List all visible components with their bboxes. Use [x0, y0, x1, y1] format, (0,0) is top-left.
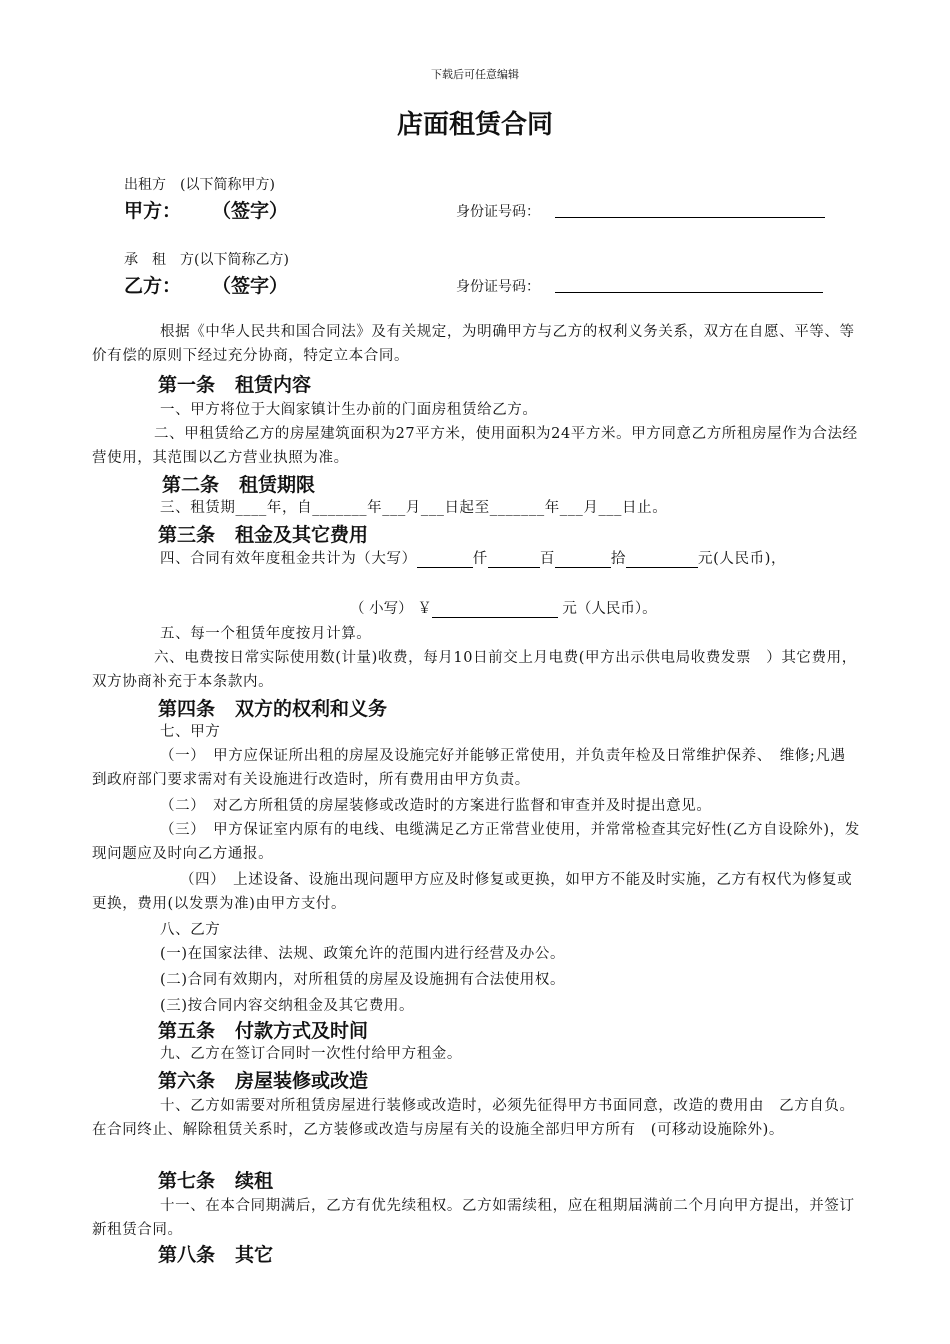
article-number: 第六条 [158, 1070, 216, 1092]
article-title: 其它 [235, 1244, 274, 1266]
article-6-heading [158, 1066, 368, 1093]
article-3-para-1 [160, 547, 786, 568]
unit-yuan: 元(人民币)， [698, 551, 787, 567]
article-number: 第八条 [158, 1244, 216, 1266]
header-note: 下载后可任意编辑 [431, 68, 519, 81]
article-number: 第四条 [158, 698, 216, 720]
article-title: 租赁期限 [239, 474, 316, 496]
article-4-section-7-1: （一） 甲方应保证所出租的房屋及设施完好并能够正常使用，并负责年检及日常维护保养、 维修;凡遇到政府部门要求需对有关设施进行改造时，所有费用由甲方负责。 [92, 748, 846, 788]
article-7-para-1: 十一、在本合同期满后，乙方有优先续租权。乙方如需续租，应在租期届满前二个月向甲方提出，并签订新租赁合同。 [92, 1198, 855, 1238]
blank-small-amount [432, 601, 558, 618]
party-b-intro: 承 租 方(以下简称乙方) [124, 252, 289, 268]
rent-small-unit: 元（人民币）。 [557, 601, 657, 617]
party-b-sign: （签字） [212, 275, 289, 297]
article-title: 双方的权利和义务 [235, 698, 388, 720]
article-5-heading [158, 1016, 368, 1043]
party-a-id-field [555, 200, 825, 218]
article-7-heading [158, 1166, 273, 1193]
page-title: 店面租赁合同 [396, 110, 553, 140]
article-4-section-7-2: （二） 对乙方所租赁的房屋装修或改造时的方案进行监督和审查并及时提出意见。 [160, 798, 712, 814]
blank-yuan [626, 551, 698, 568]
article-3-heading [158, 520, 368, 547]
article-3-para-3: 六、电费按日常实际使用数(计量)收费，每月10日前交上月电费(甲方出示供电局收费发票 ）其它费用，双方协商补充于本条款内。 [92, 650, 857, 690]
article-title: 续租 [235, 1170, 274, 1192]
unit-shi: 拾 [610, 551, 627, 567]
article-2-heading [162, 470, 315, 497]
rent-total-label: 四、合同有效年度租金共计为（大写） [160, 551, 417, 567]
article-number: 第五条 [158, 1020, 216, 1042]
article-number: 第一条 [158, 374, 216, 396]
party-b-id-field [555, 275, 823, 293]
unit-bai: 百 [539, 551, 555, 567]
article-3-para-2: 五、每一个租赁年度按月计算。 [160, 626, 372, 642]
article-4-section-8-1: (一)在国家法律、法规、政策允许的范围内进行经营及办公。 [160, 946, 566, 962]
article-2-para-1: 三、租赁期____年，自_______年___月___日起至_______年___月___日止。 [160, 500, 668, 516]
unit-qian: 仟 [472, 551, 488, 567]
party-a-sign: （签字） [212, 200, 289, 222]
blank-qian [417, 551, 473, 568]
article-number: 第二条 [162, 474, 220, 496]
party-a-label: 甲方： [124, 200, 182, 222]
article-6-para-1: 十、乙方如需要对所租赁房屋进行装修或改造时，必须先征得甲方书面同意，改造的费用由 乙方自负。在合同终止、解除租赁关系时，乙方装修或改造与房屋有关的设施全部归甲方所有 (可移动设施除外)。 [92, 1098, 855, 1138]
article-title: 付款方式及时间 [235, 1020, 369, 1042]
blank-shi [555, 551, 611, 568]
party-b-label: 乙方： [124, 275, 182, 297]
article-number: 第七条 [158, 1170, 216, 1192]
article-1-para-2: 二、甲租赁给乙方的房屋建筑面积为27平方米，使用面积为24平方米。甲方同意乙方所租房屋作为合法经营使用，其范围以乙方营业执照为准。 [92, 426, 858, 466]
article-4-section-7-3: （三） 甲方保证室内原有的电线、电缆满足乙方正常营业使用，并常常检查其完好性(乙方自设除外)，发现问题应及时向乙方通报。 [92, 822, 860, 862]
article-5-para-1: 九、乙方在签订合同时一次性付给甲方租金。 [160, 1046, 462, 1062]
article-3-para-1-small [350, 597, 657, 618]
article-title: 租赁内容 [235, 374, 312, 396]
article-8-heading [158, 1240, 273, 1267]
article-title: 房屋装修或改造 [235, 1070, 369, 1092]
preamble: 根据《中华人民共和国合同法》及有关规定，为明确甲方与乙方的权利义务关系，双方在自愿、平等、等价有偿的原则下经过充分协商，特定立本合同。 [92, 324, 855, 364]
rent-small-label: （ 小写） ￥ [350, 601, 432, 617]
article-4-section-8-3: (三)按合同内容交纳租金及其它费用。 [160, 998, 415, 1014]
article-4-section-7-4: （四） 上述设备、设施出现问题甲方应及时修复或更换，如甲方不能及时实施，乙方有权代为修复或更换，费用(以发票为准)由甲方支付。 [92, 872, 853, 912]
article-4-section-8: 八、乙方 [160, 922, 221, 938]
article-1-heading [158, 370, 311, 397]
blank-bai [488, 551, 540, 568]
party-a-intro: 出租方 (以下简称甲方) [124, 177, 275, 193]
article-title: 租金及其它费用 [235, 524, 369, 546]
article-4-heading [158, 694, 387, 721]
article-4-section-8-2: (二)合同有效期内，对所租赁的房屋及设施拥有合法使用权。 [160, 972, 566, 988]
party-b-id-label: 身份证号码： [456, 279, 540, 295]
article-number: 第三条 [158, 524, 216, 546]
article-1-para-1: 一、甲方将位于大阎家镇计生办前的门面房租赁给乙方。 [160, 402, 538, 418]
party-a-id-label: 身份证号码： [456, 204, 540, 220]
article-4-section-7: 七、甲方 [160, 724, 221, 740]
